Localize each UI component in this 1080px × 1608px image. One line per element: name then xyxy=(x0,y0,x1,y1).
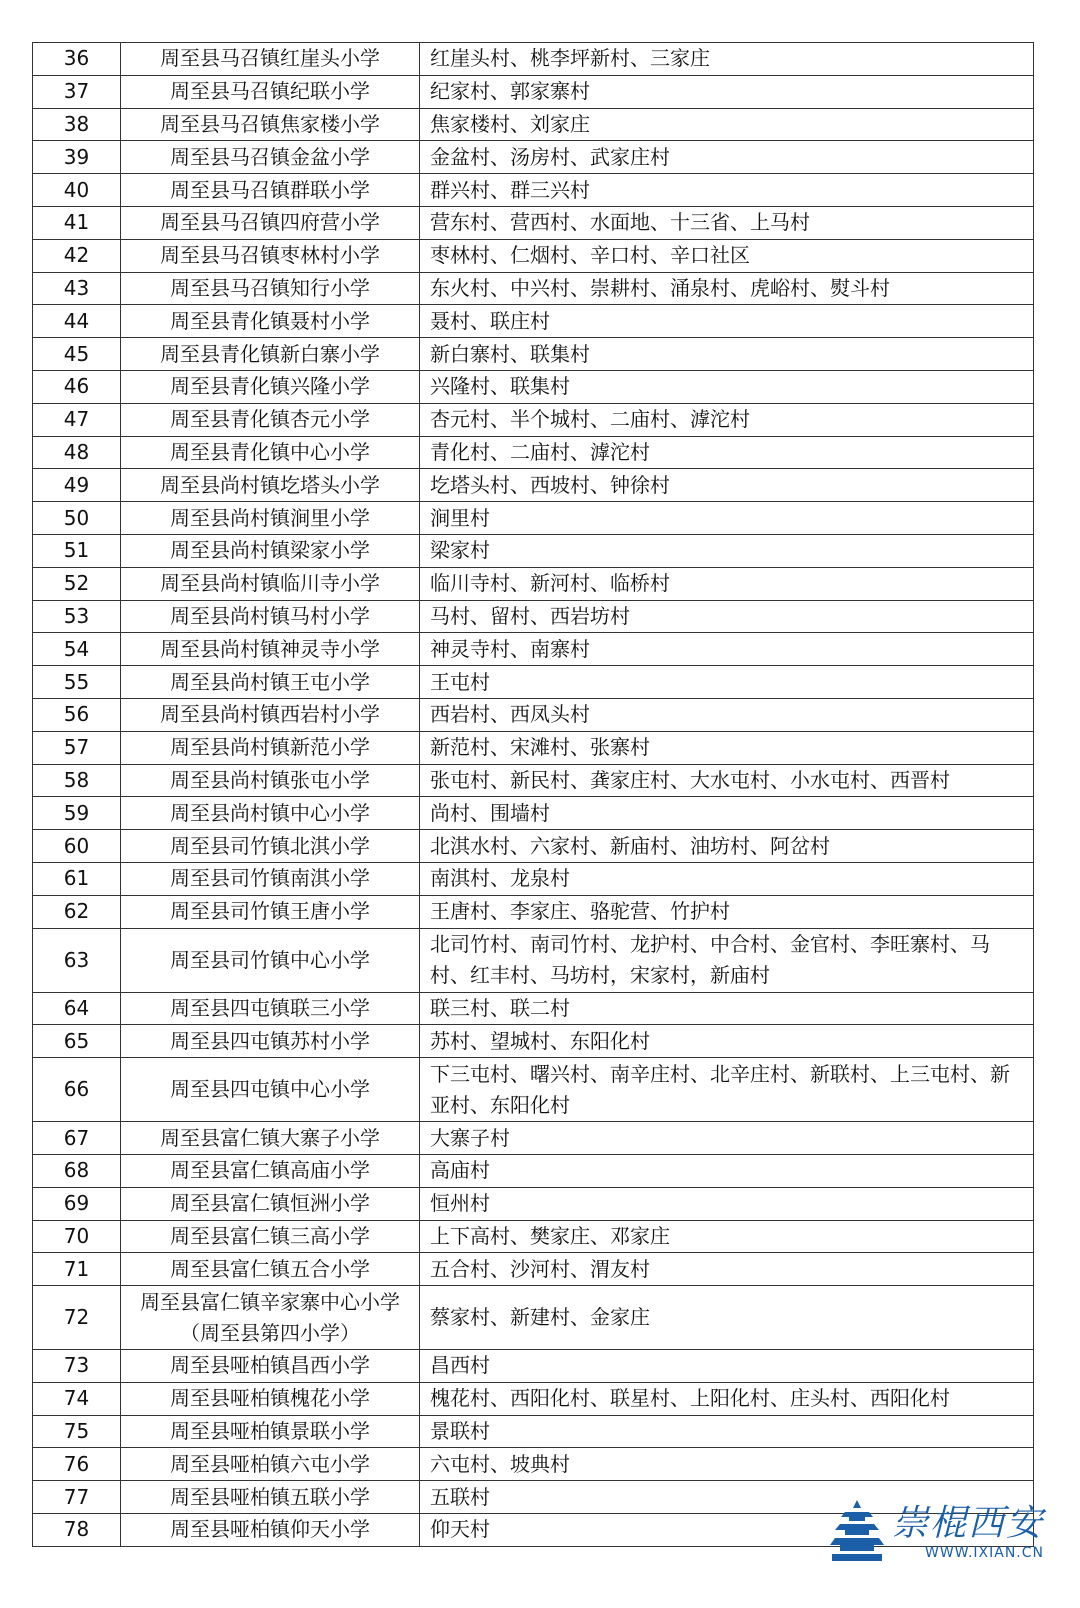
school-name: 周至县哑柏镇仰天小学 xyxy=(121,1514,420,1547)
village-list: 东火村、中兴村、崇耕村、涌泉村、虎峪村、熨斗村 xyxy=(420,272,1034,305)
school-name: 周至县马召镇红崖头小学 xyxy=(121,43,420,76)
table-row xyxy=(33,239,1034,272)
school-name: 周至县马召镇群联小学 xyxy=(121,174,420,207)
school-name: 周至县尚村镇中心小学 xyxy=(121,797,420,830)
watermark-url: WWW.IXIAN.CN xyxy=(925,1545,1044,1561)
row-number: 41 xyxy=(33,206,121,239)
school-name: 周至县司竹镇王唐小学 xyxy=(121,895,420,928)
school-name: 周至县青化镇新白寨小学 xyxy=(121,338,420,371)
table-row xyxy=(33,108,1034,141)
village-list: 群兴村、群三兴村 xyxy=(420,174,1034,207)
village-list: 聂村、联庄村 xyxy=(420,305,1034,338)
school-name: 周至县富仁镇五合小学 xyxy=(121,1253,420,1286)
village-list: 青化村、二庙村、滹沱村 xyxy=(420,436,1034,469)
school-name: 周至县哑柏镇槐花小学 xyxy=(121,1382,420,1415)
table-row xyxy=(33,206,1034,239)
table-row xyxy=(33,1220,1034,1253)
row-number: 43 xyxy=(33,272,121,305)
table-row xyxy=(33,731,1034,764)
row-number: 57 xyxy=(33,731,121,764)
table-row xyxy=(33,1058,1034,1122)
watermark-title: 崇棍西安 xyxy=(891,1503,1044,1544)
row-number: 67 xyxy=(33,1122,121,1155)
village-list: 五联村 xyxy=(420,1481,1034,1514)
school-name: 周至县马召镇四府营小学 xyxy=(121,206,420,239)
school-name: 周至县四屯镇中心小学 xyxy=(121,1058,420,1122)
village-list: 仰天村 xyxy=(420,1514,1034,1547)
village-list: 恒州村 xyxy=(420,1187,1034,1220)
row-number: 36 xyxy=(33,43,121,76)
table-row xyxy=(33,1154,1034,1187)
school-name: 周至县四屯镇苏村小学 xyxy=(121,1025,420,1058)
village-list: 新白寨村、联集村 xyxy=(420,338,1034,371)
school-name: 周至县哑柏镇昌西小学 xyxy=(121,1350,420,1383)
table-row xyxy=(33,370,1034,403)
school-name: 周至县四屯镇联三小学 xyxy=(121,992,420,1025)
row-number: 72 xyxy=(33,1286,121,1350)
row-number: 75 xyxy=(33,1415,121,1448)
row-number: 65 xyxy=(33,1025,121,1058)
row-number: 71 xyxy=(33,1253,121,1286)
row-number: 47 xyxy=(33,403,121,436)
table-row xyxy=(33,600,1034,633)
school-name: 周至县马召镇枣林村小学 xyxy=(121,239,420,272)
village-list: 杏元村、半个城村、二庙村、滹沱村 xyxy=(420,403,1034,436)
row-number: 63 xyxy=(33,928,121,992)
village-list: 焦家楼村、刘家庄 xyxy=(420,108,1034,141)
table-body xyxy=(33,43,1034,1547)
school-name: 周至县富仁镇恒洲小学 xyxy=(121,1187,420,1220)
table-row xyxy=(33,469,1034,502)
table-row xyxy=(33,141,1034,174)
school-name: 周至县司竹镇南淇小学 xyxy=(121,862,420,895)
table-row xyxy=(33,633,1034,666)
row-number: 61 xyxy=(33,862,121,895)
table-row xyxy=(33,928,1034,992)
school-name: 周至县尚村镇王屯小学 xyxy=(121,666,420,699)
watermark xyxy=(828,1498,1044,1568)
school-name: 周至县富仁镇辛家寨中心小学（周至县第四小学） xyxy=(121,1286,420,1350)
village-list: 金盆村、汤房村、武家庄村 xyxy=(420,141,1034,174)
table-row xyxy=(33,830,1034,863)
table-row xyxy=(33,1122,1034,1155)
table-row xyxy=(33,1025,1034,1058)
school-name: 周至县富仁镇高庙小学 xyxy=(121,1154,420,1187)
village-list: 兴隆村、联集村 xyxy=(420,370,1034,403)
school-name: 周至县尚村镇马村小学 xyxy=(121,600,420,633)
row-number: 45 xyxy=(33,338,121,371)
school-name: 周至县哑柏镇五联小学 xyxy=(121,1481,420,1514)
table-row xyxy=(33,666,1034,699)
row-number: 53 xyxy=(33,600,121,633)
school-name: 周至县富仁镇大寨子小学 xyxy=(121,1122,420,1155)
row-number: 48 xyxy=(33,436,121,469)
village-list: 枣林村、仁烟村、辛口村、辛口社区 xyxy=(420,239,1034,272)
village-list: 王唐村、李家庄、骆驼营、竹护村 xyxy=(420,895,1034,928)
row-number: 62 xyxy=(33,895,121,928)
school-name: 周至县青化镇杏元小学 xyxy=(121,403,420,436)
village-list: 涧里村 xyxy=(420,502,1034,535)
table-row xyxy=(33,698,1034,731)
table-row xyxy=(33,1286,1034,1350)
school-name: 周至县马召镇知行小学 xyxy=(121,272,420,305)
village-list: 昌西村 xyxy=(420,1350,1034,1383)
village-list: 神灵寺村、南寨村 xyxy=(420,633,1034,666)
table-row xyxy=(33,862,1034,895)
village-list: 红崖头村、桃李坪新村、三家庄 xyxy=(420,43,1034,76)
table-row xyxy=(33,992,1034,1025)
row-number: 59 xyxy=(33,797,121,830)
school-name: 周至县马召镇金盆小学 xyxy=(121,141,420,174)
row-number: 77 xyxy=(33,1481,121,1514)
village-list: 临川寺村、新河村、临桥村 xyxy=(420,567,1034,600)
village-list: 上下高村、樊家庄、邓家庄 xyxy=(420,1220,1034,1253)
row-number: 70 xyxy=(33,1220,121,1253)
village-list: 北司竹村、南司竹村、龙护村、中合村、金官村、李旺寨村、马村、红丰村、马坊村，宋家村，新庙村 xyxy=(420,928,1034,992)
table-row xyxy=(33,1448,1034,1481)
table-row xyxy=(33,534,1034,567)
school-name: 周至县尚村镇西岩村小学 xyxy=(121,698,420,731)
row-number: 50 xyxy=(33,502,121,535)
school-name: 周至县尚村镇圪塔头小学 xyxy=(121,469,420,502)
row-number: 51 xyxy=(33,534,121,567)
table-row xyxy=(33,43,1034,76)
row-number: 40 xyxy=(33,174,121,207)
row-number: 78 xyxy=(33,1514,121,1547)
school-name: 周至县尚村镇神灵寺小学 xyxy=(121,633,420,666)
village-list: 张屯村、新民村、龚家庄村、大水屯村、小水屯村、西晋村 xyxy=(420,764,1034,797)
table-row xyxy=(33,75,1034,108)
school-name: 周至县哑柏镇景联小学 xyxy=(121,1415,420,1448)
table-row xyxy=(33,764,1034,797)
village-list: 大寨子村 xyxy=(420,1122,1034,1155)
village-list: 西岩村、西凤头村 xyxy=(420,698,1034,731)
table-row xyxy=(33,1382,1034,1415)
village-list: 景联村 xyxy=(420,1415,1034,1448)
row-number: 55 xyxy=(33,666,121,699)
village-list: 五合村、沙河村、渭友村 xyxy=(420,1253,1034,1286)
row-number: 58 xyxy=(33,764,121,797)
row-number: 76 xyxy=(33,1448,121,1481)
row-number: 56 xyxy=(33,698,121,731)
row-number: 60 xyxy=(33,830,121,863)
table-row xyxy=(33,1253,1034,1286)
row-number: 42 xyxy=(33,239,121,272)
school-name: 周至县青化镇中心小学 xyxy=(121,436,420,469)
village-list: 联三村、联二村 xyxy=(420,992,1034,1025)
row-number: 52 xyxy=(33,567,121,600)
village-list: 王屯村 xyxy=(420,666,1034,699)
school-name: 周至县尚村镇梁家小学 xyxy=(121,534,420,567)
village-list: 北淇水村、六家村、新庙村、油坊村、阿岔村 xyxy=(420,830,1034,863)
row-number: 64 xyxy=(33,992,121,1025)
table-row xyxy=(33,272,1034,305)
school-name: 周至县尚村镇临川寺小学 xyxy=(121,567,420,600)
village-list: 蔡家村、新建村、金家庄 xyxy=(420,1286,1034,1350)
row-number: 54 xyxy=(33,633,121,666)
school-name: 周至县尚村镇张屯小学 xyxy=(121,764,420,797)
row-number: 49 xyxy=(33,469,121,502)
row-number: 46 xyxy=(33,370,121,403)
table-row xyxy=(33,1350,1034,1383)
village-list: 槐花村、西阳化村、联星村、上阳化村、庄头村、西阳化村 xyxy=(420,1382,1034,1415)
table-row xyxy=(33,403,1034,436)
row-number: 69 xyxy=(33,1187,121,1220)
row-number: 44 xyxy=(33,305,121,338)
table-row xyxy=(33,895,1034,928)
village-list: 苏村、望城村、东阳化村 xyxy=(420,1025,1034,1058)
village-list: 下三屯村、曙兴村、南辛庄村、北辛庄村、新联村、上三屯村、新亚村、东阳化村 xyxy=(420,1058,1034,1122)
village-list: 梁家村 xyxy=(420,534,1034,567)
village-list: 营东村、营西村、水面地、十三省、上马村 xyxy=(420,206,1034,239)
village-list: 高庙村 xyxy=(420,1154,1034,1187)
table-row xyxy=(33,174,1034,207)
table-row xyxy=(33,502,1034,535)
village-list: 六屯村、坡典村 xyxy=(420,1448,1034,1481)
school-name: 周至县青化镇聂村小学 xyxy=(121,305,420,338)
school-name: 周至县司竹镇中心小学 xyxy=(121,928,420,992)
school-name: 周至县尚村镇涧里小学 xyxy=(121,502,420,535)
row-number: 39 xyxy=(33,141,121,174)
row-number: 37 xyxy=(33,75,121,108)
school-name: 周至县尚村镇新范小学 xyxy=(121,731,420,764)
school-name: 周至县司竹镇北淇小学 xyxy=(121,830,420,863)
school-name: 周至县青化镇兴隆小学 xyxy=(121,370,420,403)
row-number: 74 xyxy=(33,1382,121,1415)
school-district-table xyxy=(32,42,1034,1547)
village-list: 纪家村、郭家寨村 xyxy=(420,75,1034,108)
table-row xyxy=(33,436,1034,469)
row-number: 68 xyxy=(33,1154,121,1187)
school-name: 周至县哑柏镇六屯小学 xyxy=(121,1448,420,1481)
table-row xyxy=(33,305,1034,338)
table-row xyxy=(33,1187,1034,1220)
village-list: 圪塔头村、西坡村、钟徐村 xyxy=(420,469,1034,502)
row-number: 73 xyxy=(33,1350,121,1383)
village-list: 马村、留村、西岩坊村 xyxy=(420,600,1034,633)
row-number: 66 xyxy=(33,1058,121,1122)
table-row xyxy=(33,338,1034,371)
pagoda-icon xyxy=(828,1498,886,1568)
school-name: 周至县马召镇纪联小学 xyxy=(121,75,420,108)
table-row xyxy=(33,797,1034,830)
village-list: 尚村、围墙村 xyxy=(420,797,1034,830)
school-name: 周至县富仁镇三高小学 xyxy=(121,1220,420,1253)
village-list: 新范村、宋滩村、张寨村 xyxy=(420,731,1034,764)
table-row xyxy=(33,1415,1034,1448)
table-row xyxy=(33,567,1034,600)
village-list: 南淇村、龙泉村 xyxy=(420,862,1034,895)
school-name: 周至县马召镇焦家楼小学 xyxy=(121,108,420,141)
row-number: 38 xyxy=(33,108,121,141)
